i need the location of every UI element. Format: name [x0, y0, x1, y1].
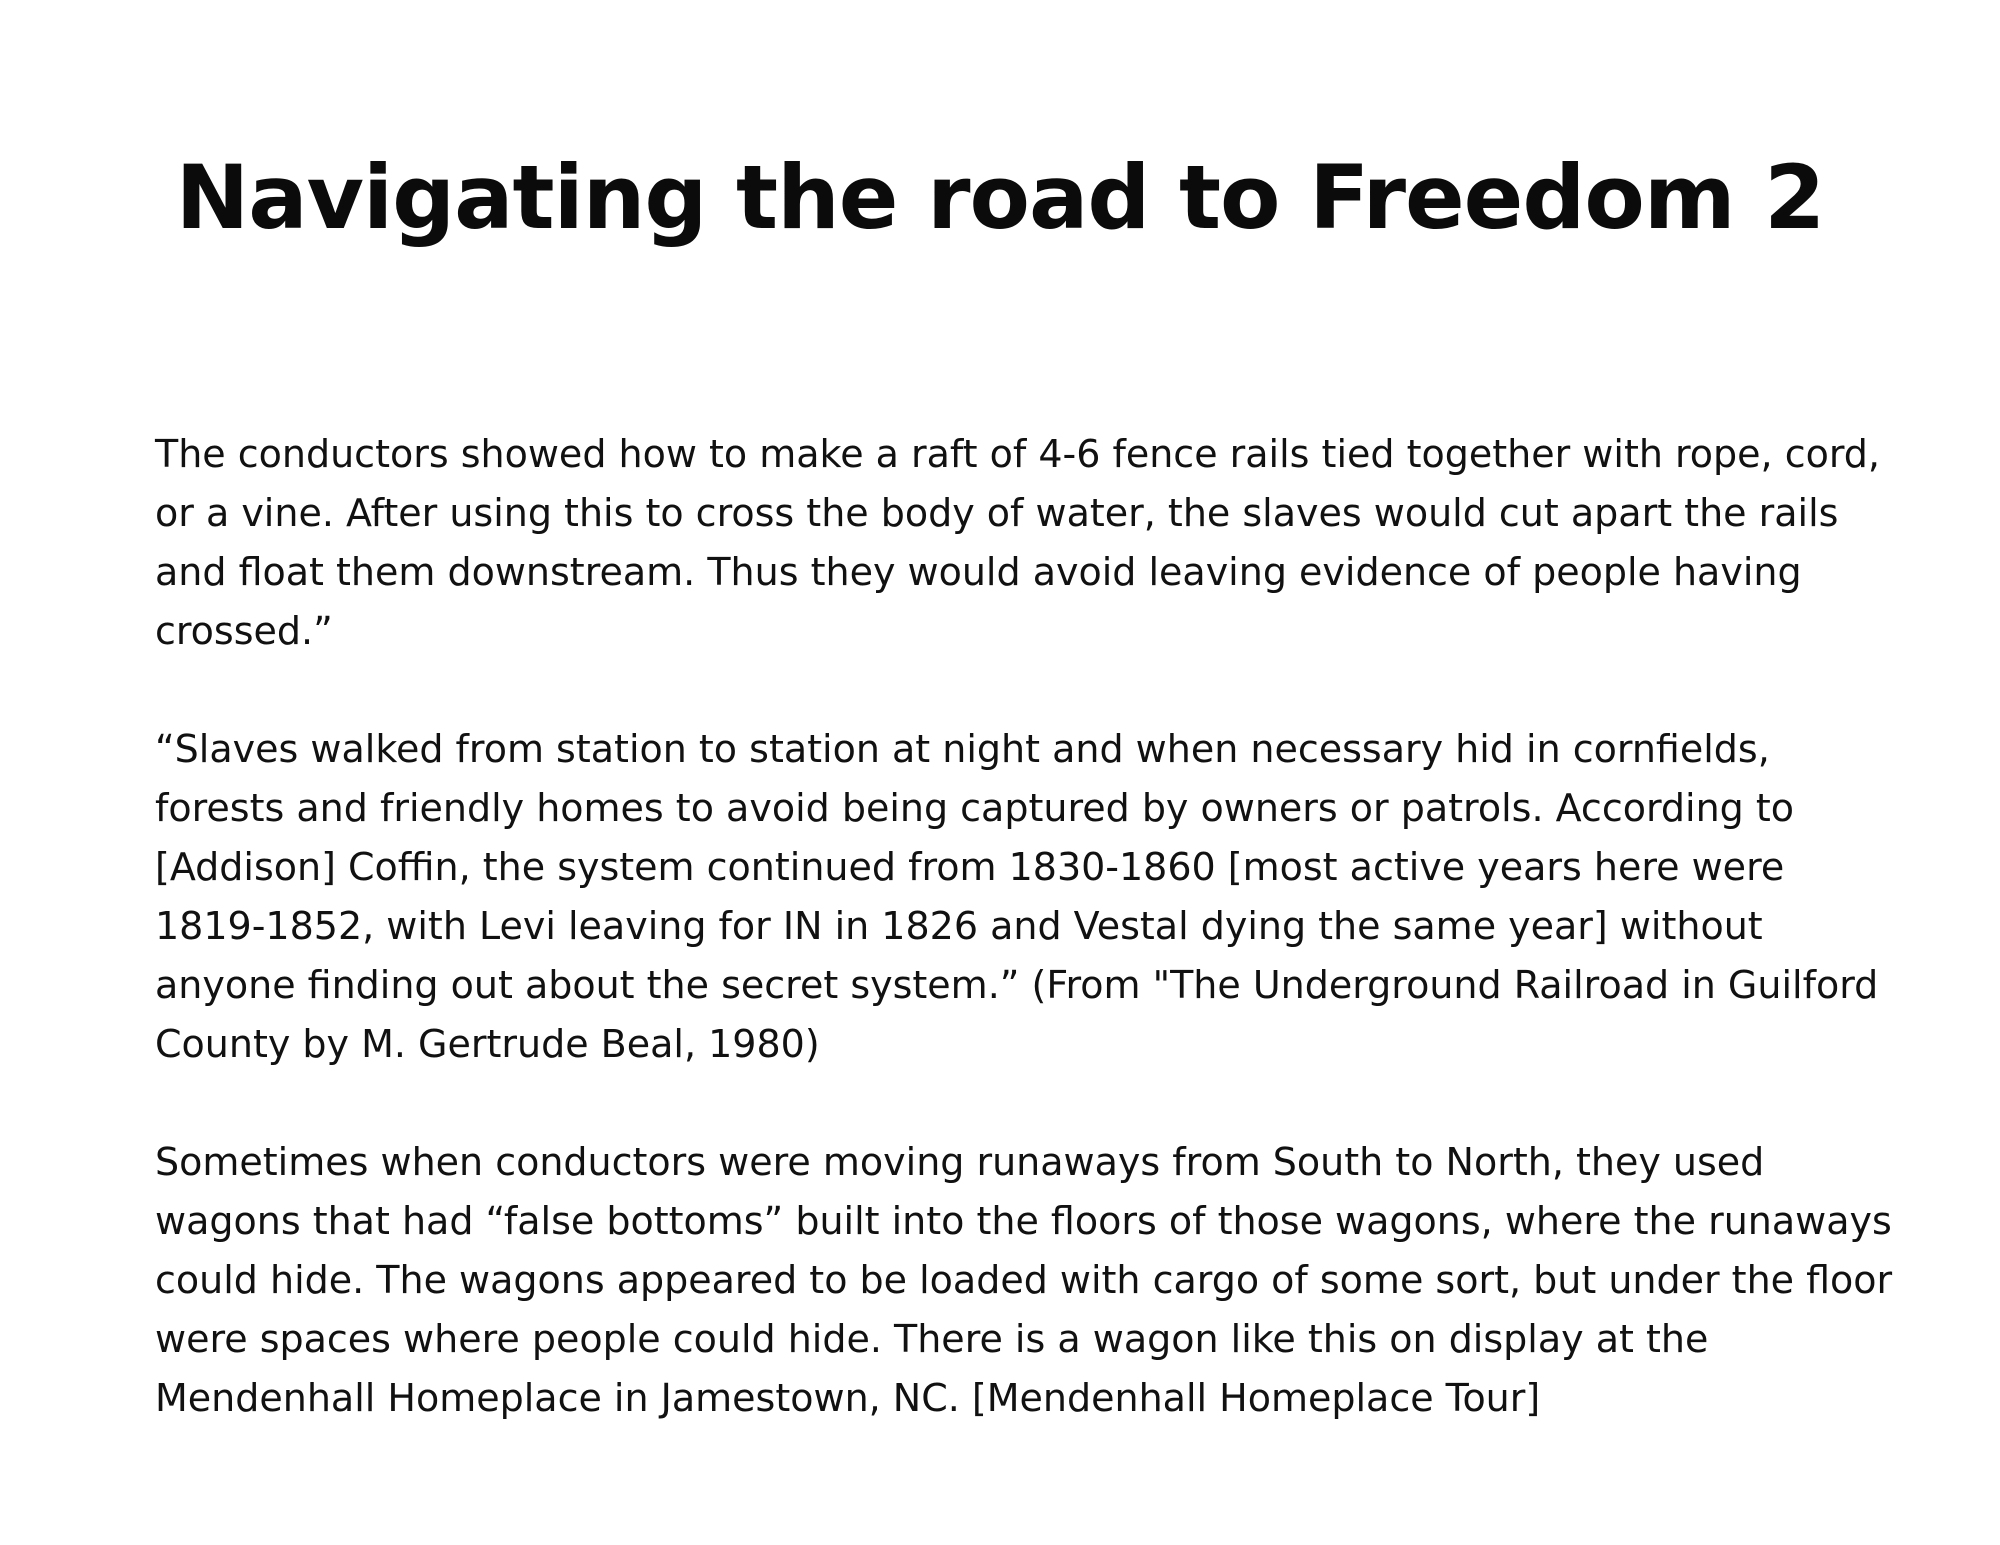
- paragraph-stations: “Slaves walked from station to station at night and when necessary hid in cornfields, forests and friendly homes to avoid being captured by owners or patrols. According to [Addison] Coffin, the system continued from 1830-1860 [most active years here were 1819-1852, with Levi leaving for IN in 1826 and Vestal dying the same year] without anyone finding out about the secret system.” (From "The Underground Railroad in Guilford County by M. Gertrude Beal, 1980): [155, 727, 1879, 1066]
- body-text: [155, 425, 1895, 1428]
- paragraph-wagons: Sometimes when conductors were moving runaways from South to North, they used wagons that had “false bottoms” built into the floors of those wagons, where the runaways could hide. The wagons appeared to be loaded with cargo of some sort, but under the floor were spaces where people could hide. There is a wagon like this on display at the Mendenhall Homeplace in Jamestown, NC. [Mendenhall Homeplace Tour]: [155, 1140, 1893, 1420]
- paragraph-raft: The conductors showed how to make a raft of 4-6 fence rails tied together with rope, cord, or a vine. After using this to cross the body of water, the slaves would cut apart the rails and float them downstream. Thus they would avoid leaving evidence of people having crossed.”: [155, 432, 1880, 653]
- page-title: Navigating the road to Freedom 2: [175, 146, 1825, 249]
